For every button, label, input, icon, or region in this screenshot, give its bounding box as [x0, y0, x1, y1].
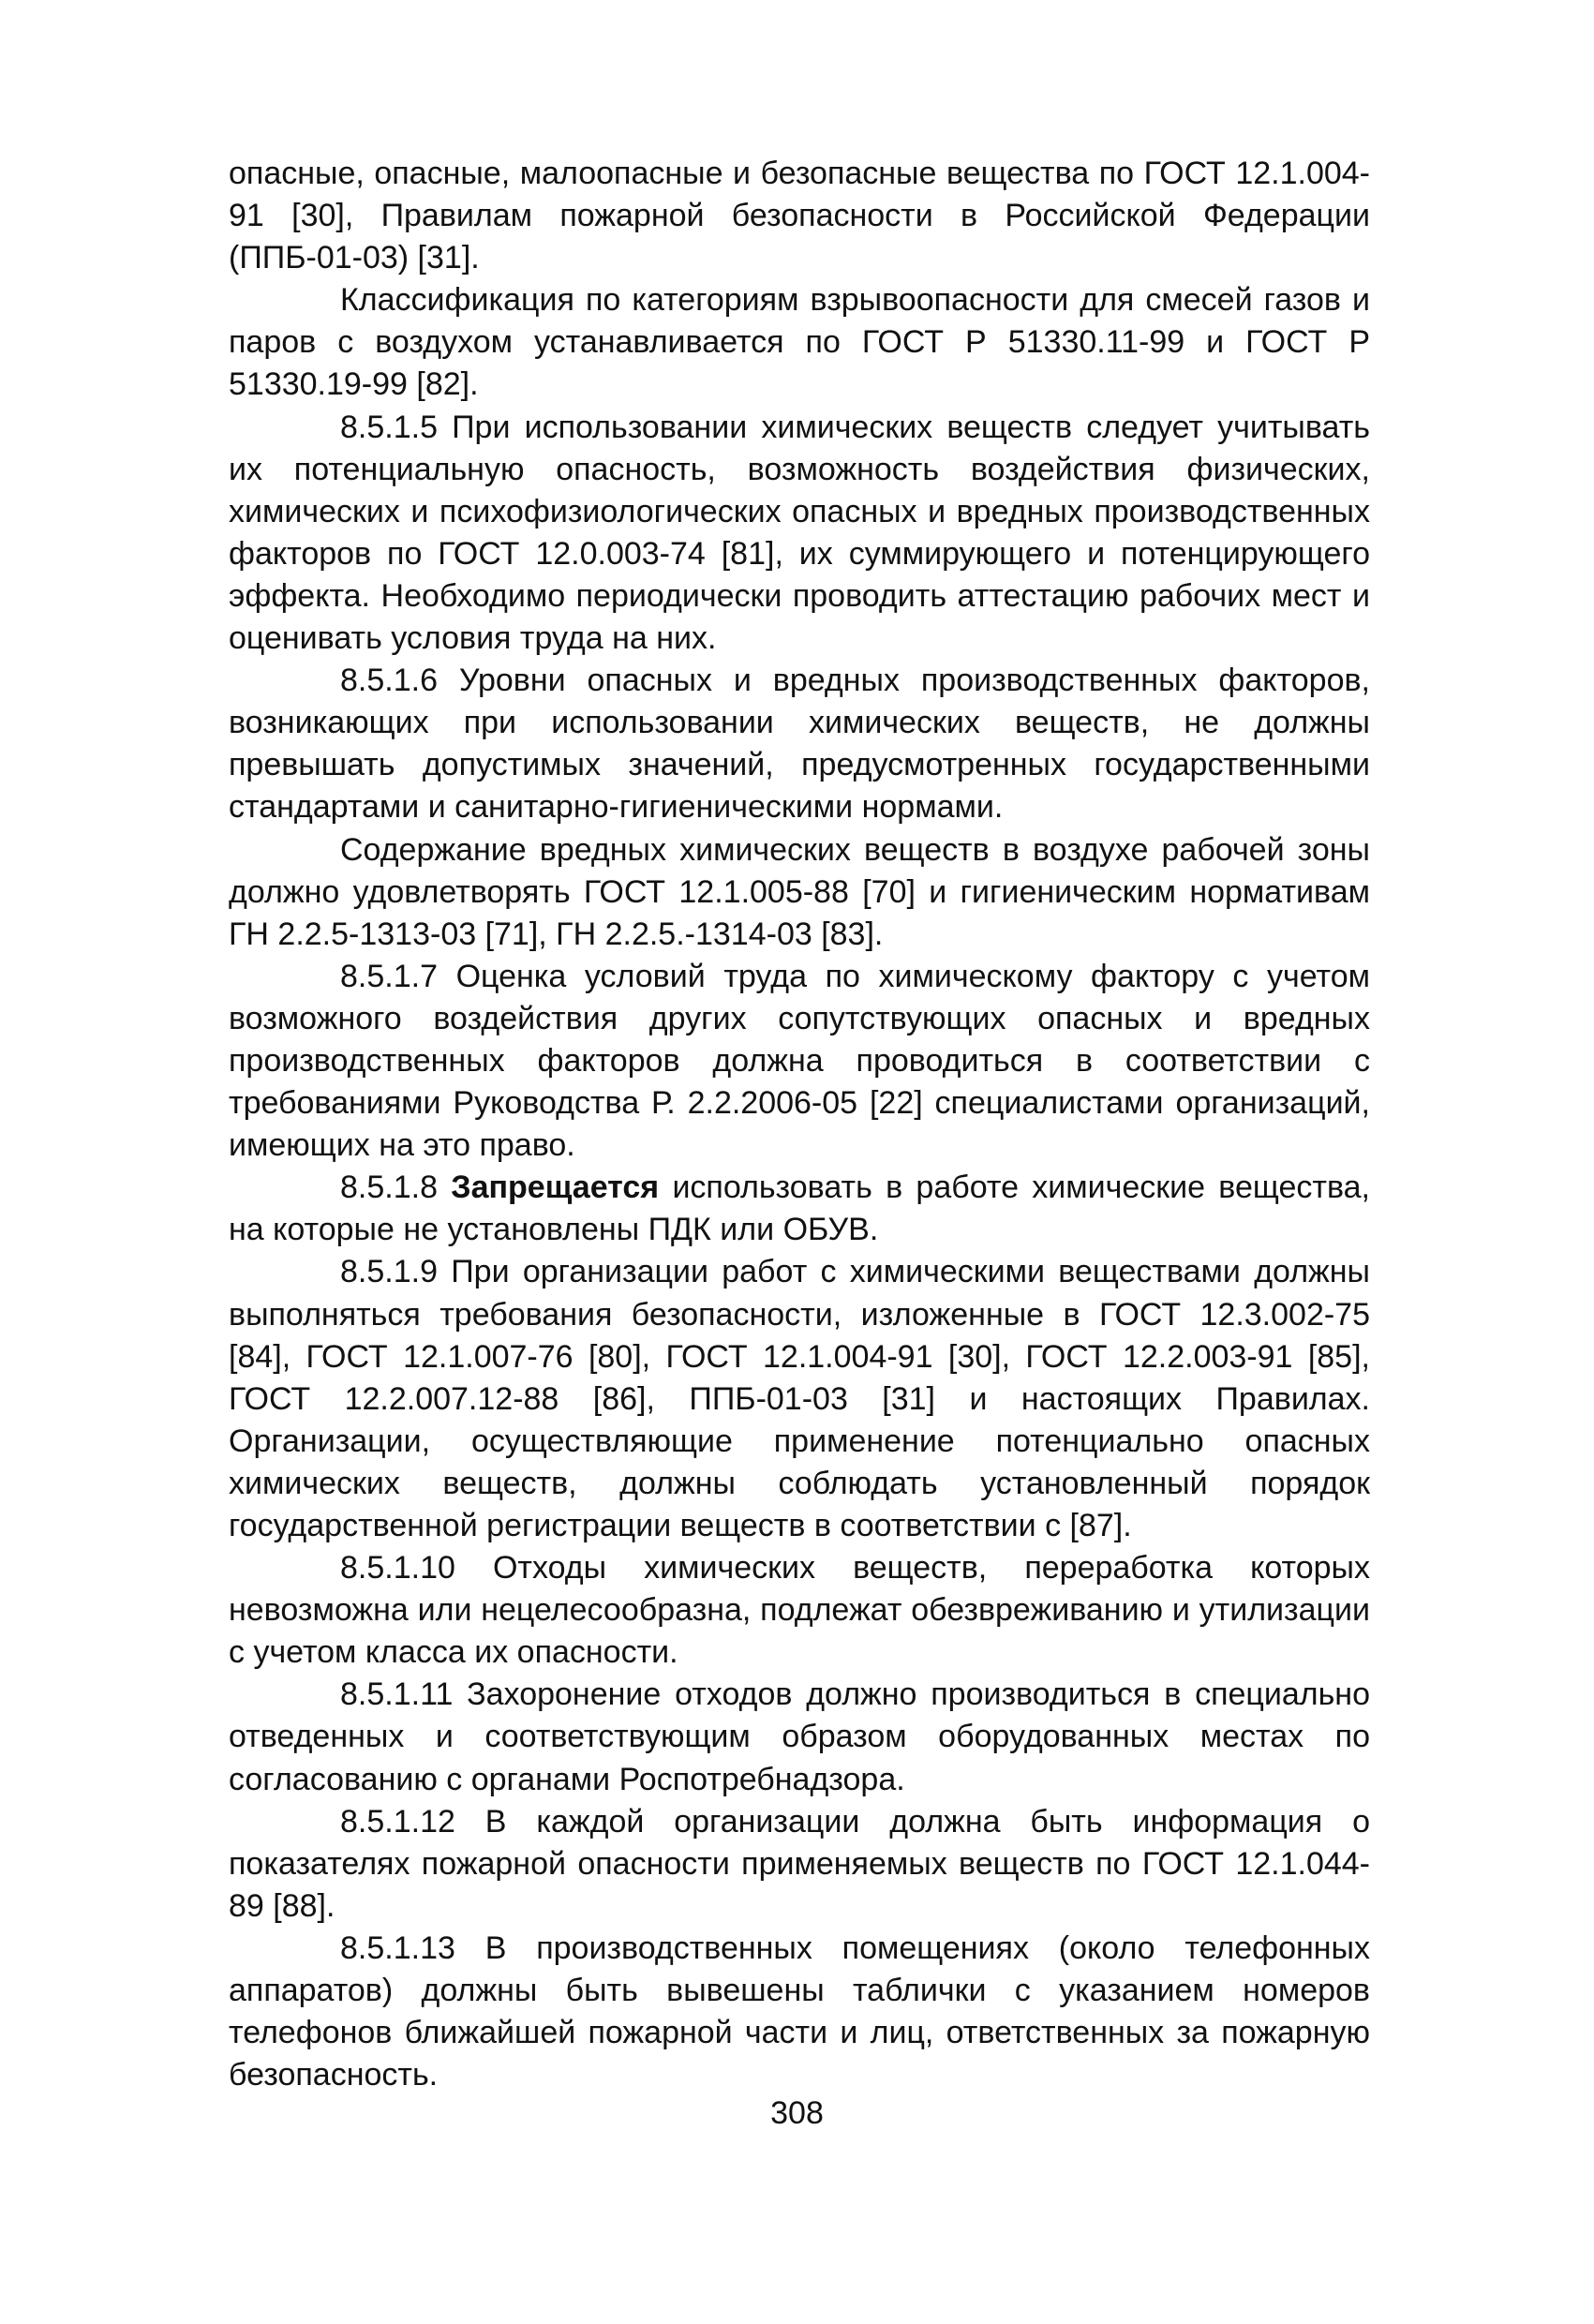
paragraph-8-5-1-10: 8.5.1.10 Отходы химических веществ, переработка которых невозможна или нецелесообразна, подлежат обезвреживанию и утилизации с учетом класса их опасности.: [229, 1550, 1370, 1671]
paragraph-8-5-1-8: [229, 1167, 1370, 1251]
body-text: [229, 153, 1370, 2096]
page-number: 308: [770, 2095, 824, 2131]
paragraph-8-5-1-13: 8.5.1.13 В производственных помещениях (около телефонных аппаратов) должны быть вывешены таблички с указанием номеров телефонов ближайшей пожарной части и лиц, ответственных за пожарную безопасность.: [229, 1929, 1370, 2093]
clause-number: 8.5.1.8: [340, 1169, 438, 1206]
clause-text: использовать в работе химические вещества, на которые не установлены ПДК или ОБУВ.: [229, 1169, 1371, 1248]
paragraph-content-harmful-substances: Содержание вредных химических веществ в воздухе рабочей зоны должно удовлетворять ГОСТ 12.1.005-88 [70] и гигиеническим нормативам ГН 2.2.5-1313-03 [71], ГН 2.2.5.-1314-03 [83].: [229, 831, 1370, 952]
prohibition-word: Запрещается: [451, 1169, 660, 1206]
paragraph-8-5-1-11: 8.5.1.11 Захоронение отходов должно производиться в специально отведенных и соответствующим образом оборудованных местах по согласованию с органами Роспотребнадзора.: [229, 1676, 1370, 1797]
paragraph-continuation: опасные, опасные, малоопасные и безопасные вещества по ГОСТ 12.1.004-91 [30], Правилам пожарной безопасности в Российской Федерации (ППБ-01-03) [31].: [229, 156, 1370, 276]
paragraph-8-5-1-12: 8.5.1.12 В каждой организации должна быть информация о показателях пожарной опасности применяемых веществ по ГОСТ 12.1.044-89 [88].: [229, 1803, 1370, 1924]
paragraph-8-5-1-9: 8.5.1.9 При организации работ с химическими веществами должны выполняться требования безопасности, изложенные в ГОСТ 12.3.002-75 [84], ГОСТ 12.1.007-76 [80], ГОСТ 12.1.004-91 [30], ГОСТ 12.2.003-91 [85], ГОСТ 12.2.007.12-88 [86], ППБ-01-03 [31] и настоящих Правилах. Организации, осуществляющие применение потенциально опасных химических веществ, должны соблюдать установленный порядок государственной регистрации веществ в соответствии с [87].: [229, 1254, 1370, 1543]
paragraph-8-5-1-6: 8.5.1.6 Уровни опасных и вредных производственных факторов, возникающих при использовании химических веществ, не должны превышать допустимых значений, предусмотренных государственными стандартами и санитарно-гигиеническими нормами.: [229, 663, 1370, 826]
paragraph-8-5-1-7: 8.5.1.7 Оценка условий труда по химическому фактору с учетом возможного воздействия других сопутствующих опасных и вредных производственных факторов должна проводиться в соответствии с требованиями Руководства Р. 2.2.2006-05 [22] специалистами организаций, имеющих на это право.: [229, 958, 1370, 1164]
paragraph-8-5-1-5: 8.5.1.5 При использовании химических веществ следует учитывать их потенциальную опасность, возможность воздействия физических, химических и психофизиологических опасных и вредных производственных факторов по ГОСТ 12.0.003-74 [81], их суммирующего и потенцирующего эффекта. Необходимо периодически проводить аттестацию рабочих мест и оценивать условия труда на них.: [229, 409, 1370, 657]
paragraph-classification: Классификация по категориям взрывоопасности для смесей газов и паров с воздухом устанавливается по ГОСТ Р 51330.11-99 и ГОСТ Р 51330.19-99 [82].: [229, 282, 1370, 403]
